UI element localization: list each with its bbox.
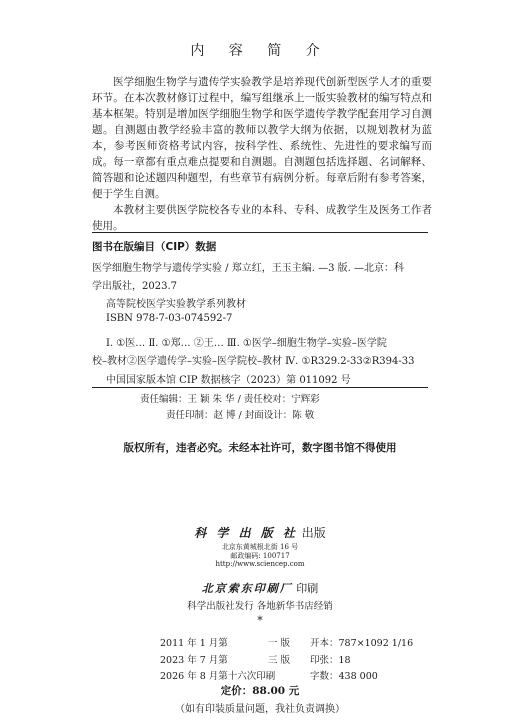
publisher-url: http://www.sciencep.com bbox=[215, 560, 305, 568]
price: 定价：88.00 元 bbox=[220, 685, 300, 697]
cip-heading: 图书在版编目（CIP）数据 bbox=[92, 241, 217, 253]
edition-date: 2011 年 1 月第 bbox=[160, 638, 228, 649]
edition-spec: 开本：787×1092 1/16 bbox=[310, 638, 414, 649]
printer-name bbox=[0, 580, 520, 596]
publisher-suffix: 出版 bbox=[301, 526, 326, 540]
printer-logo-text: 北京索东印刷厂 bbox=[201, 582, 293, 595]
cip-line-1: 医学细胞生物学与遗传学实验 / 郑立红，王玉主编. —3 版. —北京：科 bbox=[92, 263, 404, 274]
cip-top-rule bbox=[92, 232, 428, 233]
edition-number: 三 版 bbox=[268, 655, 291, 666]
cip-series: 高等院校医学实验教学系列教材 bbox=[106, 299, 246, 310]
cip-classification-1: Ⅰ. ①医… Ⅱ. ①郑… ②王… Ⅲ. ①医学–细胞生物学–实验–医学院 bbox=[106, 338, 387, 349]
publisher-logo-text: 科 学 出 版 社 bbox=[194, 526, 298, 540]
distribution-line: 科学出版社发行 各地新华书店经销 bbox=[187, 601, 333, 612]
publisher-address: 北京东黄城根北街 16 号 bbox=[221, 543, 299, 551]
production-credits: 责任印制：赵 博 / 封面设计：陈 敬 bbox=[166, 410, 315, 421]
edition-spec: 印张：18 bbox=[310, 655, 351, 666]
intro-paragraph-1: 医学细胞生物学与遗传学实验教学是培养现代创新型医学人才的重要环节。在本次教材修订过程中，编写组继承上一版实验教材的编写特点和基本框架。特别是增加医学细胞生物学和医学遗传学教学配套用学习自测题。自测题由教学经验丰富的教师以教学大纲为依据，以规划教材为蓝本，参考医师资格考试内容，按科学性、系统性、先进性的要求编写而成。每一章都有重点难点提要和自测题。自测题包括选择题、名词解释、简答题和论述题四种题型，有些章节有病例分析。每章后附有参考答案，便于学生自测。 bbox=[92, 76, 432, 200]
cip-isbn: ISBN 978-7-03-074592-7 bbox=[106, 313, 233, 324]
edition-row bbox=[160, 668, 378, 682]
quality-notice: （如有印装质量问题，我社负责调换） bbox=[175, 704, 345, 715]
editor-credits: 责任编辑：王 颖 朱 华 / 责任校对：宁辉彩 bbox=[140, 394, 320, 405]
edition-date: 2026 年 8 月第十六次印刷 bbox=[160, 671, 276, 682]
cip-line-2: 学出版社，2023.7 bbox=[92, 281, 177, 292]
printer-suffix: 印刷 bbox=[296, 582, 319, 595]
page-title: 内 容 简 介 bbox=[190, 43, 330, 59]
intro-paragraph-2: 本教材主要供医学院校各专业的本科、专科、成教学生及医务工作者使用。 bbox=[92, 204, 432, 232]
edition-spec: 字数：438 000 bbox=[310, 671, 378, 682]
cip-bottom-rule bbox=[92, 387, 428, 388]
edition-date: 2023 年 7 月第 bbox=[160, 655, 228, 666]
cip-classification-2: 校–教材②医学遗传学–实验–医学院校–教材 Ⅳ. ①R329.2-33②R394-33 bbox=[92, 356, 415, 367]
edition-row bbox=[160, 652, 351, 666]
cip-library-number: 中国国家版本馆 CIP 数据核字（2023）第 011092 号 bbox=[106, 375, 351, 386]
publisher-postcode: 邮政编码: 100717 bbox=[230, 552, 290, 560]
separator-star: * bbox=[257, 614, 263, 627]
copyright-notice: 版权所有，违者必究。未经本社许可，数字图书馆不得使用 bbox=[123, 442, 397, 454]
publisher-name bbox=[0, 524, 520, 541]
edition-row bbox=[160, 635, 413, 649]
edition-number: 一 版 bbox=[268, 638, 291, 649]
intro-text bbox=[92, 74, 432, 234]
